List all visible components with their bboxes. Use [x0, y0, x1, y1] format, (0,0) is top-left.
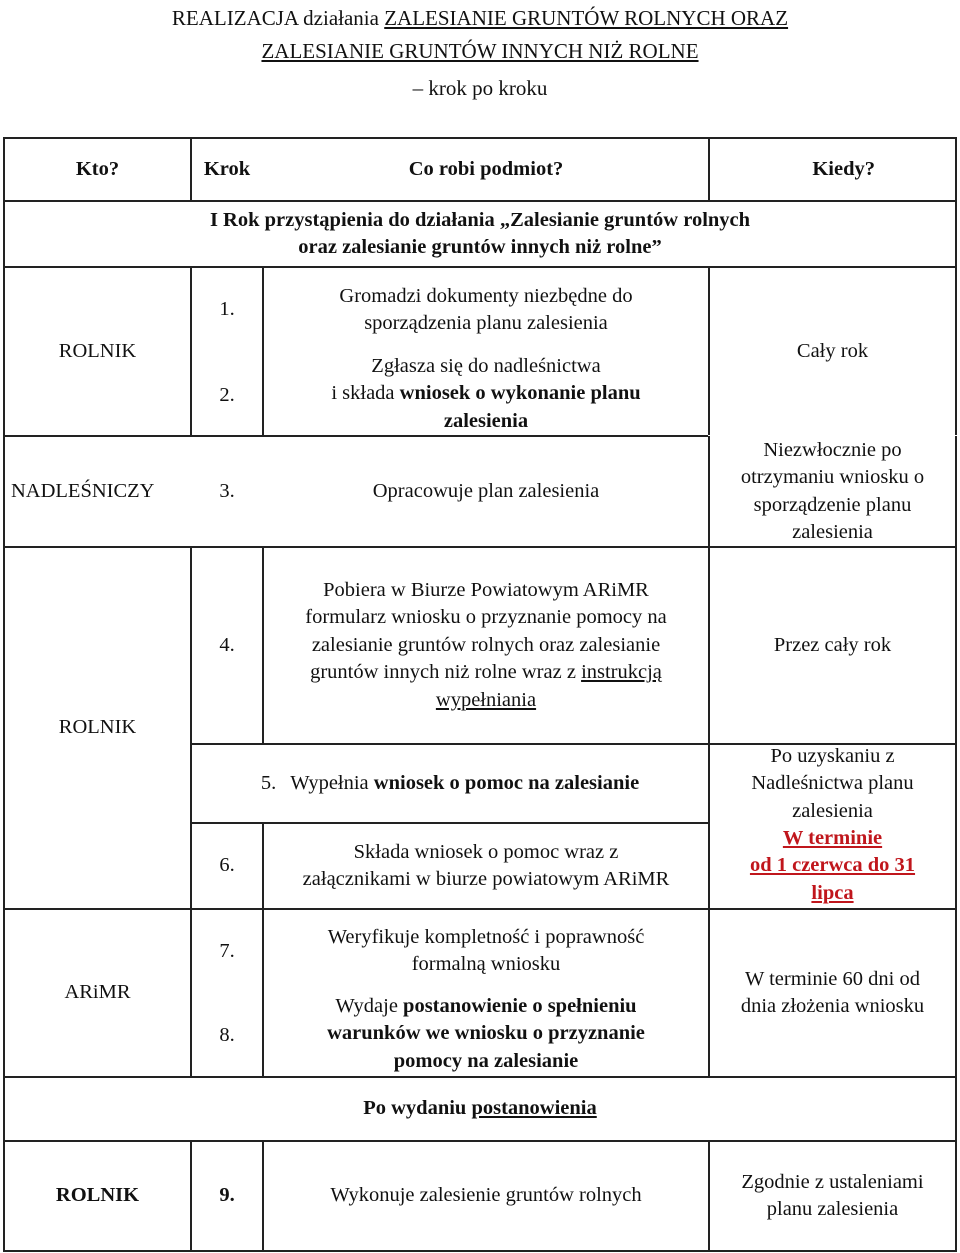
step-3-description: Opracowuje plan zalesienia: [372, 479, 600, 502]
document-title-line1: REALIZACJA działania ZALESIANIE GRUNTÓW ROLNYCH ORAZ: [171, 6, 789, 30]
step-1-number: 1.: [219, 298, 235, 321]
actor-nadlesniczy: NADLEŚNICZY: [11, 479, 155, 502]
section-after-decision: Po wydaniu postanowienia: [363, 1097, 597, 1120]
actor-rolnik-3: ROLNIK: [55, 1184, 140, 1207]
step-8-number: 8.: [219, 1024, 235, 1047]
actor-rolnik-1: ROLNIK: [58, 339, 137, 362]
when-step-5: Po uzyskaniu z Nadleśnictwa planu zalesienia: [751, 744, 914, 822]
actor-rolnik-2: ROLNIK: [58, 716, 137, 739]
section-first-year: I Rok przystąpienia do działania „Zalesianie gruntów rolnych oraz zalesianie gruntów innych niż rolne”: [209, 208, 751, 258]
when-steps-7-8: W terminie 60 dni od dnia złożenia wniosku: [740, 967, 925, 1017]
step-2-description: Zgłasza się do nadleśnictwa i składa wniosek o wykonanie planu zalesienia: [331, 354, 641, 432]
step-4-number: 4.: [219, 633, 235, 656]
step-5-number: 5.: [260, 771, 277, 794]
step-7-description: Weryfikuje kompletność i poprawność formalną wniosku: [327, 925, 645, 975]
when-step-4: Przez cały rok: [773, 633, 892, 656]
step-4-description: Pobiera w Biurze Powiatowym ARiMR formularz wniosku o przyznanie pomocy na zalesianie gruntów rolnych oraz zalesianie gruntów innych niż rolne wraz z instrukcją wypełniania: [305, 578, 667, 711]
instruction-link: instrukcją: [581, 661, 662, 684]
header-when: Kiedy?: [812, 158, 875, 181]
step-6-number: 6.: [219, 854, 235, 877]
step-2-number: 2.: [219, 384, 235, 407]
document-title-line2: ZALESIANIE GRUNTÓW INNYCH NIŻ ROLNE: [261, 39, 699, 63]
step-3-number: 3.: [219, 479, 235, 502]
document-title-line3: – krok po kroku: [412, 76, 548, 100]
header-step: Krok: [203, 158, 251, 181]
step-5: 5. Wypełnia wniosek o pomoc na zalesianie: [192, 745, 708, 822]
step-9-number: 9.: [219, 1184, 235, 1207]
when-step-9: Zgodnie z ustaleniami planu zalesienia: [741, 1170, 924, 1220]
when-step-3: Niezwłocznie po otrzymaniu wniosku o sporządzenie planu zalesienia: [740, 438, 925, 543]
title-underlined: ZALESIANIE GRUNTÓW ROLNYCH ORAZ: [384, 6, 789, 30]
step-6-description: Składa wniosek o pomoc wraz z załącznikami w biurze powiatowym ARiMR: [302, 840, 670, 890]
when-step-6-deadline: W terminie od 1 czerwca do 31 lipca: [749, 826, 916, 904]
when-steps-1-2: Cały rok: [796, 339, 869, 362]
step-1-description: Gromadzi dokumenty niezbędne do sporządzenia planu zalesienia: [339, 284, 633, 334]
step-8-description: Wydaje postanowienie o spełnieniu warunków we wniosku o przyznanie pomocy na zalesianie: [327, 994, 645, 1072]
step-7-number: 7.: [219, 940, 235, 963]
actor-arimr: ARiMR: [64, 981, 131, 1004]
header-what: Co robi podmiot?: [408, 158, 564, 181]
header-who: Kto?: [75, 158, 120, 181]
step-9-description: Wykonuje zalesienie gruntów rolnych: [330, 1184, 642, 1207]
